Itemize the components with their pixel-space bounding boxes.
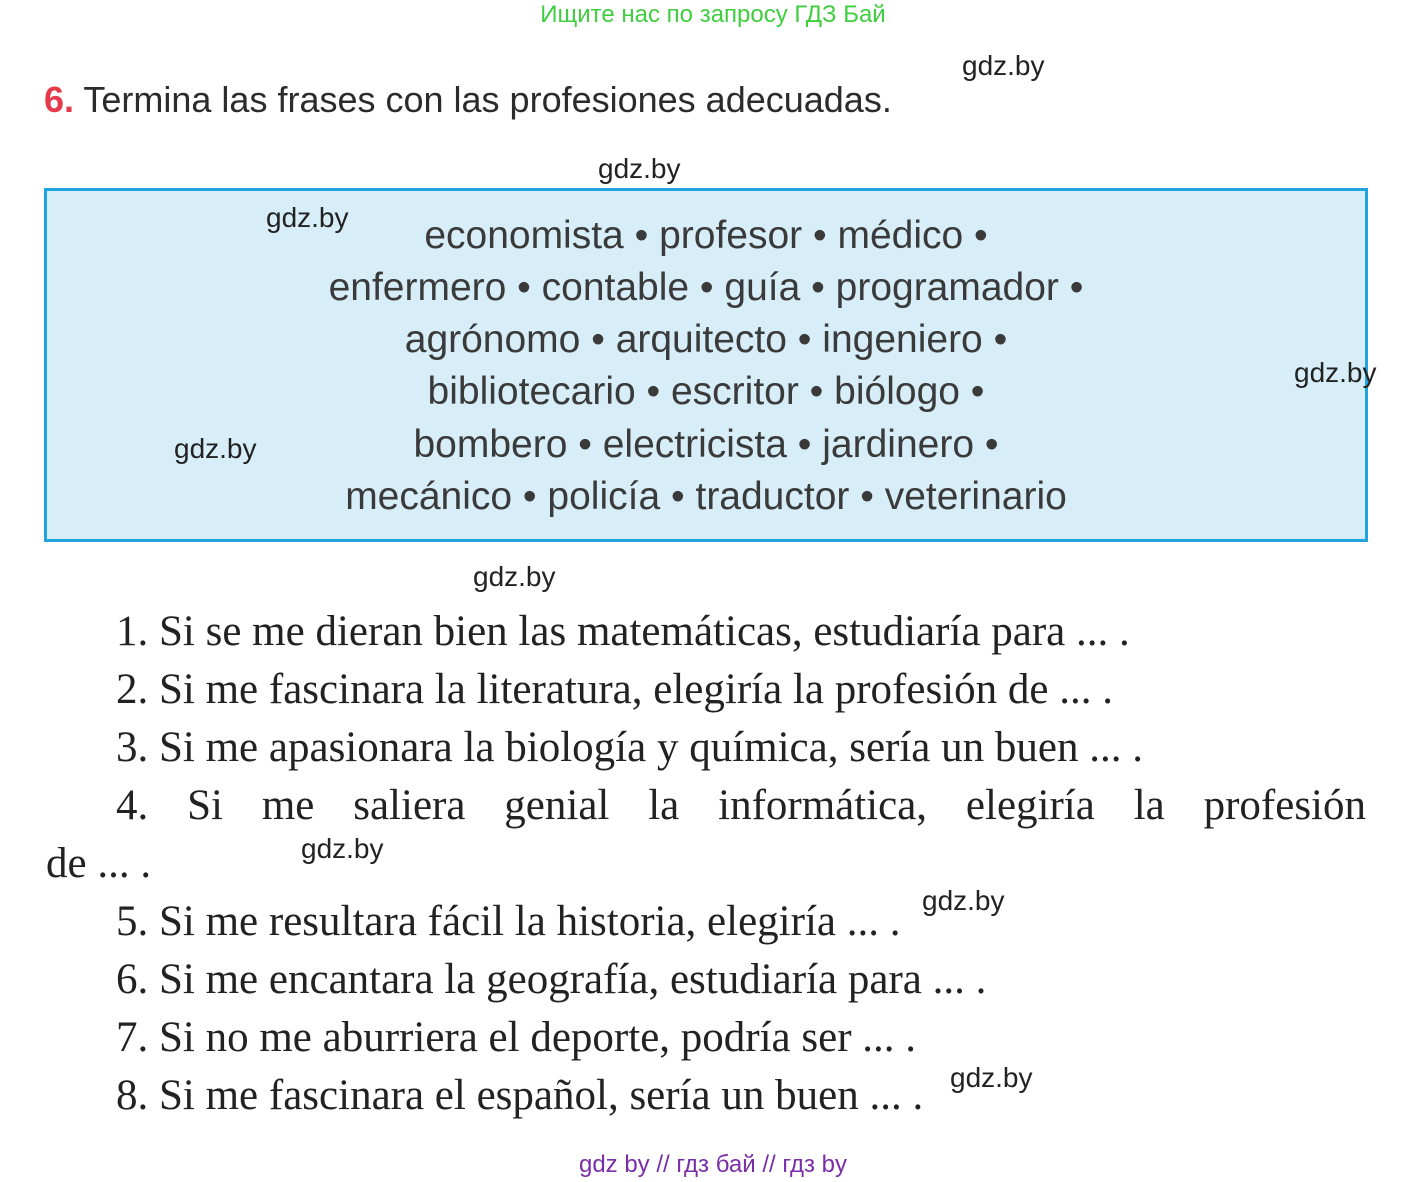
sentence-list [46,603,1366,1125]
sentence-item: 3. Si me apasionara la biología y química, sería un buen ... . [116,724,1143,771]
watermark: gdz.by [922,885,1005,916]
sentence-item: 7. Si no me aburriera el deporte, podría ser ... . [116,1014,917,1061]
sentence-4-line-1: 4. Si me saliera genial la informática, elegiría la profesión [116,782,1366,829]
word-box-line: mecánico • policía • traductor • veterinario [345,475,1067,518]
watermark: gdz.by [598,153,681,184]
word-box-line: bibliotecario • escritor • biólogo • [427,370,985,413]
watermark: gdz.by [1294,357,1377,388]
task-instruction: Termina las frases con las profesiones adecuadas. [83,79,892,120]
watermark: gdz.by [174,433,257,464]
sentence-item [46,777,1366,893]
word-box-line: agrónomo • arquitecto • ingeniero • [404,318,1008,361]
word-box-line: enfermero • contable • guía • programador • [328,266,1084,309]
task-heading [44,78,892,122]
watermark: gdz.by [266,202,349,233]
watermark: gdz.by [473,561,556,592]
word-box-line: bombero • electricista • jardinero • [413,423,999,466]
footer-text: gdz by // гдз бай // гдз by [578,1151,848,1178]
top-banner: Ищите нас по запросу ГДЗ Бай [540,1,886,28]
sentence-4-line-2: de ... . [46,840,152,887]
sentence-item: 6. Si me encantara la geografía, estudiaría para ... . [116,956,987,1003]
sentence-item: 1. Si se me dieran bien las matemáticas, estudiaría para ... . [116,608,1130,655]
sentence-item: 2. Si me fascinara la literatura, elegiría la profesión de ... . [116,666,1113,713]
word-box-line: economista • profesor • médico • [424,214,988,257]
word-box [44,188,1368,542]
watermark: gdz.by [962,50,1045,81]
sentence-item: 5. Si me resultara fácil la historia, elegiría ... . [116,898,901,945]
sentence-item: 8. Si me fascinara el español, sería un buen ... . [116,1072,924,1119]
watermark: gdz.by [301,833,384,864]
watermark: gdz.by [950,1062,1033,1093]
task-number: 6. [44,79,75,120]
